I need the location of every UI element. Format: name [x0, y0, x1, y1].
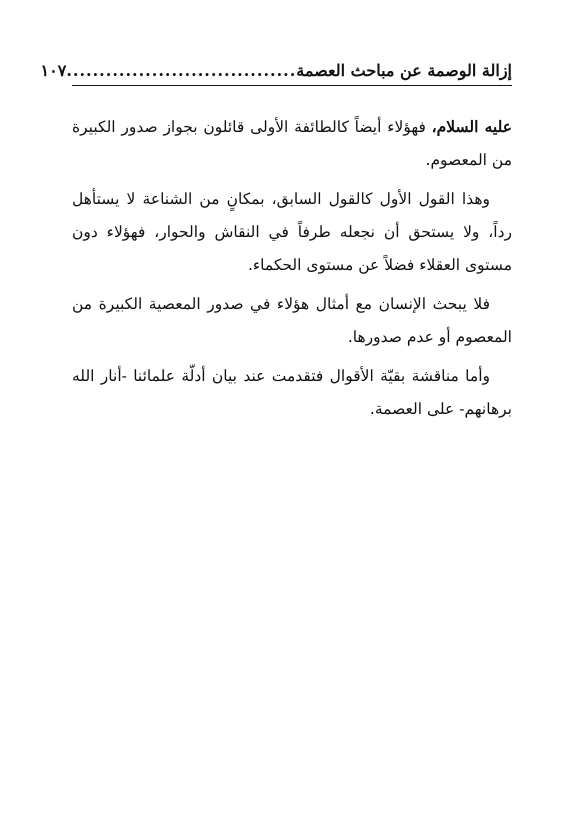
paragraph-4: [72, 360, 512, 426]
paragraph-3: [72, 288, 512, 354]
header-rule: [72, 85, 512, 86]
page-number: ١٠٧: [40, 61, 67, 80]
body-text: [72, 110, 512, 432]
paragraph-2: [72, 183, 512, 282]
paragraph-3-text: فلا يبحث الإنسان مع أمثال هؤلاء في صدور المعصية الكبيرة من المعصوم أو عدم صدورها.: [72, 295, 512, 346]
running-header-leader-dots: ...................................: [66, 61, 297, 80]
paragraph-4-text: وأما مناقشة بقيّة الأقوال فتقدمت عند بيان أدلّة علمائنا -أنار الله برهانهم- على العصمة.: [72, 367, 512, 418]
running-header: [40, 56, 512, 82]
paragraph-2-text: وهذا القول الأول كالقول السابق، بمكانٍ من الشناعة لا يستأهل رداً، ولا يستحق أن نجعله طرفاً في النقاش والحوار، فهؤلاء دون مستوى العقلاء فضلاً عن مستوى الحكماء.: [72, 190, 512, 274]
paragraph-1-lead: عليه السلام،: [431, 117, 512, 136]
running-header-title: إزالة الوصمة عن مباحث العصمة: [296, 61, 512, 80]
paragraph-1: [72, 110, 512, 177]
paragraph-1-text: فهؤلاء أيضاً كالطائفة الأولى قائلون بجواز صدور الكبيرة من المعصوم.: [72, 118, 512, 169]
